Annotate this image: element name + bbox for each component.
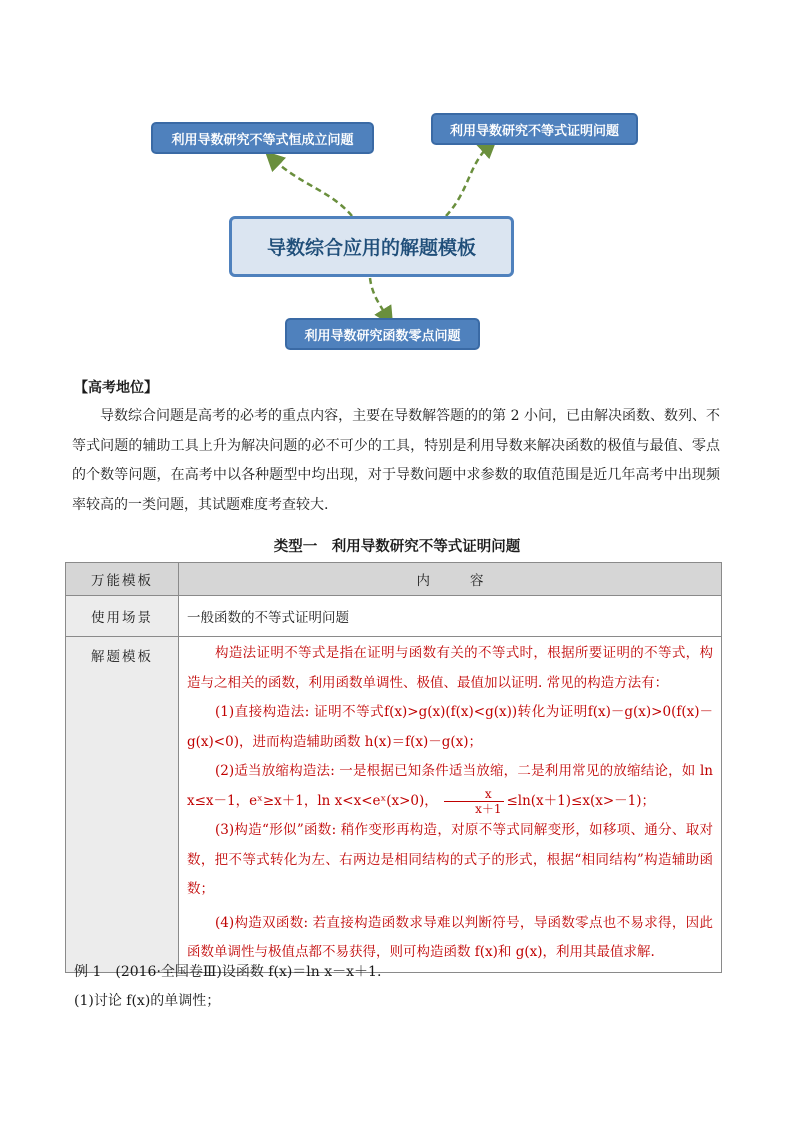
table-row-use-case [66,596,722,637]
header-col-content: 内容 [179,563,722,596]
table-title: 类型一 利用导数研究不等式证明问题 [273,538,521,555]
mindmap-left-node: 利用导数研究不等式恒成立问题 [151,122,374,154]
row-use-label: 使用场景 [66,596,179,637]
template-item-3: (3)构造“形似”函数: 稍作变形再构造，对原不等式同解变形，如移项、通分、取对数，把不等式转化为左、右两边是相同结构的式子的形式，根据“相同结构”构造辅助函数； [187,822,713,897]
table-header-row [66,563,722,596]
row-use-value: 一般函数的不等式证明问题 [179,596,722,637]
template-table [65,562,722,973]
template-item-4: (4)构造双函数: 若直接构造函数求导难以判断符号，导函数零点也不易求得，因此函数单调性与极值点都不易获得，则可构造函数 f(x)和 g(x)，利用其最值求解. [187,914,713,960]
table-row-template [66,637,722,973]
arrow-to-left-node [272,158,352,216]
row-template-label: 解题模板 [66,637,179,973]
mindmap-bottom-node: 利用导数研究函数零点问题 [285,318,480,350]
fraction-x-over-x-plus-1: $\frac{x}{x+1}$ [444,787,504,816]
example-line-1: 例 1 (2016·全国卷Ⅲ)设函数 f(x)＝ln x－x＋1. [74,964,382,980]
row-template-content [179,637,722,973]
template-intro: 构造法证明不等式是指在证明与函数有关的不等式时，根据所要证明的不等式，构造与之相关的函数，利用函数单调性、极值、最值加以证明. 常见的构造方法有： [187,645,713,691]
template-item-1: (1)直接构造法: 证明不等式f(x)>g(x)(f(x)<g(x))转化为证明f(x)－g(x)>0(f(x)－g(x)<0)，进而构造辅助函数 h(x)＝f(x)－g(x)； [187,704,713,750]
mindmap-right-node: 利用导数研究不等式证明问题 [431,113,638,145]
mindmap-arrows [0,0,794,360]
arrow-to-right-node [446,145,490,216]
template-item-2: (2)适当放缩构造法: 一是根据已知条件适当放缩，二是利用常见的放缩结论，如 ln x≤x－1，eˣ≥x＋1，ln x<x<eˣ(x>0)， $\frac{x}{x+1}$ ≤ln(x＋1)≤x(x>－1)； [187,763,713,816]
header-col-template: 万能模板 [66,563,179,596]
example-line-2: (1)讨论 f(x)的单调性； [74,993,221,1009]
arrow-to-bottom-node [370,278,388,318]
section-heading: 【高考地位】 [74,380,158,396]
mindmap-center-node: 导数综合应用的解题模板 [229,216,514,277]
section-paragraph: 导数综合问题是高考的必考的重点内容，主要在导数解答题的的第 2 小问，已由解决函数、数列、不等式问题的辅助工具上升为解决问题的必不可少的工具，特别是利用导数来解决函数的极值与最值、零点的个数等问题，在高考中以各种题型中均出现，对于导数问题中求参数的取值范围是近几年高考中出现频率较高的一类问题，其试题难度考查较大. [72,408,720,513]
